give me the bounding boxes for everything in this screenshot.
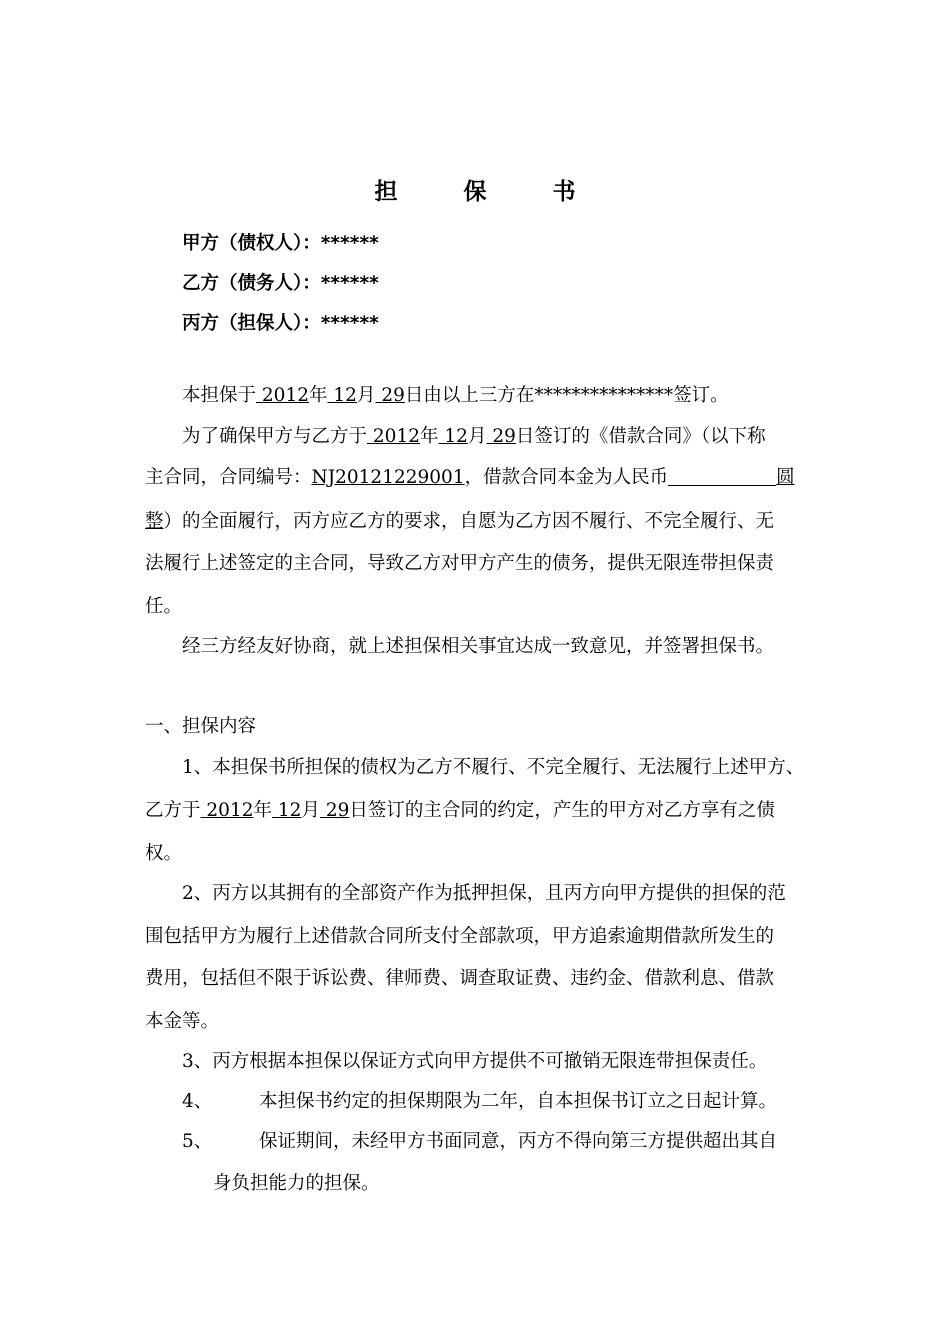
item-5-number: 5、	[182, 1131, 213, 1152]
page-title: 担 保 书	[374, 179, 605, 205]
item-5-text: 保证期间，未经甲方书面同意，丙方不得向第三方提供超出其自	[259, 1131, 778, 1152]
paragraph-agreement: 经三方经友好协商，就上述担保相关事宜达成一致意见，并签署担保书。	[182, 636, 775, 657]
date-year: 2012	[261, 385, 309, 406]
paragraph-purpose-line4: 法履行上述签定的主合同，导致乙方对甲方产生的债务，提供无限连带担保责	[145, 553, 775, 574]
item-2-line1: 2、丙方以其拥有的全部资产作为抵押担保，且丙方向甲方提供的担保的范	[182, 883, 786, 904]
paragraph-purpose-line5: 任。	[145, 596, 183, 617]
amount-blank	[668, 467, 776, 486]
item-4-number: 4、	[182, 1091, 213, 1112]
date-day: 29	[381, 385, 405, 406]
paragraph-signing: 本担保于 2012年 12月 29日由以上三方在***************签订。	[182, 385, 729, 406]
item-2-line2: 围包括甲方为履行上述借款合同所支付全部款项，甲方追索逾期借款所发生的	[145, 926, 775, 947]
paragraph-purpose-line2: 主合同，合同编号：NJ20121229001，借款合同本金为人民币 圆	[145, 467, 795, 488]
contract-number: NJ20121229001	[311, 467, 465, 488]
party-a: 甲方（债权人）：******	[182, 233, 379, 254]
item-3: 3、丙方根据本担保以保证方式向甲方提供不可撤销无限连带担保责任。	[182, 1051, 768, 1072]
item-1-line2: 乙方于 2012年 12月 29日签订的主合同的约定，产生的甲方对乙方享有之债	[145, 800, 775, 821]
section-heading: 一、担保内容	[145, 716, 257, 737]
paragraph-purpose-line1: 为了确保甲方与乙方于 2012年 12月 29日签订的《借款合同》（以下称	[182, 426, 766, 447]
paragraph-purpose-line3: 整）的全面履行，丙方应乙方的要求，自愿为乙方因不履行、不完全履行、无	[145, 511, 775, 532]
item-5-line2: 身负担能力的担保。	[213, 1173, 380, 1194]
item-1-line1: 1、本担保书所担保的债权为乙方不履行、不完全履行、无法履行上述甲方、	[182, 757, 805, 778]
item-1-line3: 权。	[145, 843, 183, 864]
item-4-text: 本担保书约定的担保期限为二年，自本担保书订立之日起计算。	[259, 1091, 778, 1112]
party-c: 丙方（担保人）：******	[182, 313, 379, 334]
date-month: 12	[333, 385, 357, 406]
item-2-line4: 本金等。	[145, 1011, 220, 1032]
party-b: 乙方（债务人）：******	[182, 273, 379, 294]
item-2-line3: 费用，包括但不限于诉讼费、律师费、调查取证费、违约金、借款利息、借款	[145, 968, 775, 989]
